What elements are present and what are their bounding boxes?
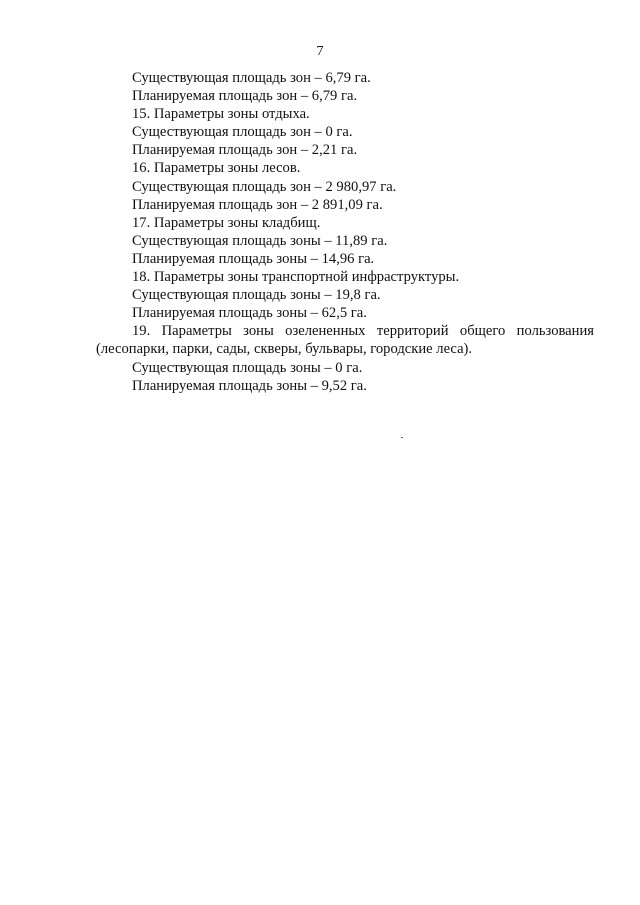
text-line: Планируемая площадь зоны – 14,96 га.: [132, 250, 375, 267]
section-heading-18: 18. Параметры зоны транспортной инфраструктуры.: [132, 269, 460, 286]
page-number: 7: [316, 44, 324, 59]
section-heading-17: 17. Параметры зоны кладбищ.: [132, 214, 321, 231]
text-line: Планируемая площадь зон – 2 891,09 га.: [132, 196, 383, 213]
section-heading-19-continuation: (лесопарки, парки, сады, скверы, бульвары, городские леса).: [96, 341, 473, 358]
text-line: Существующая площадь зон – 0 га.: [132, 124, 353, 141]
section-heading-16: 16. Параметры зоны лесов.: [132, 160, 301, 177]
section-heading-19: 19. Параметры зоны озелененных территорий общего пользования: [132, 323, 594, 340]
text-line: Существующая площадь зон – 2 980,97 га.: [132, 178, 397, 195]
text-line: Планируемая площадь зоны – 9,52 га.: [132, 377, 367, 394]
text-line: Планируемая площадь зоны – 62,5 га.: [132, 305, 367, 322]
document-body: [96, 69, 594, 395]
text-line: Существующая площадь зон – 6,79 га.: [132, 70, 371, 86]
scan-speck: [401, 437, 403, 438]
text-line: Планируемая площадь зон – 2,21 га.: [132, 142, 358, 159]
section-heading-15: 15. Параметры зоны отдыха.: [132, 106, 310, 123]
text-line: Планируемая площадь зон – 6,79 га.: [132, 88, 358, 105]
text-line: Существующая площадь зоны – 11,89 га.: [132, 232, 388, 249]
text-line: Существующая площадь зоны – 19,8 га.: [132, 287, 381, 304]
text-line: Существующая площадь зоны – 0 га.: [132, 359, 363, 376]
